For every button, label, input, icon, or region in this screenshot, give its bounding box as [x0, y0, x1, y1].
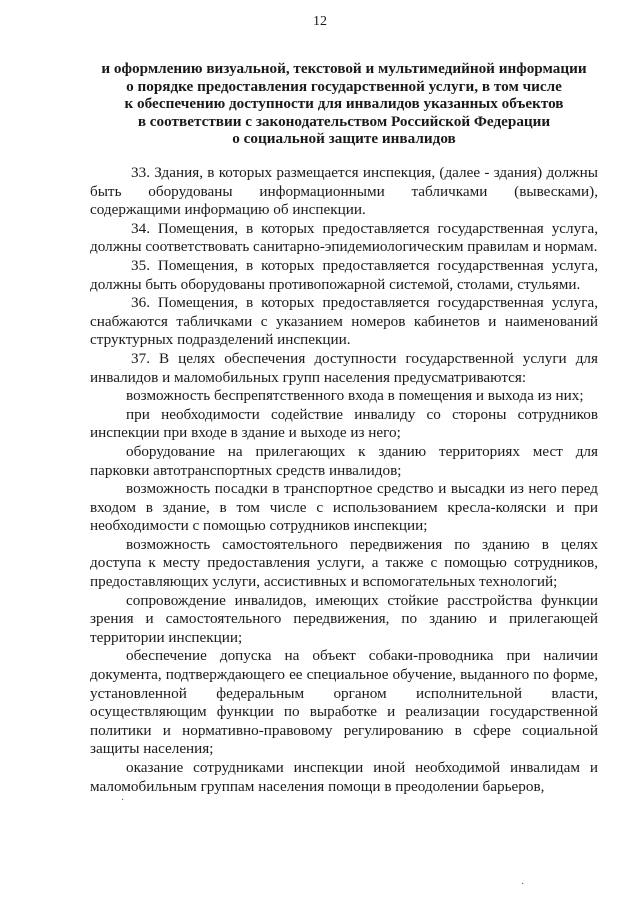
list-item: обеспечение допуска на объект собаки-проводника при наличии документа, подтверждающего ее специальное обучение, выданного по форме, установленной федеральным органом исполнительной власти, осуществляющим функции по выработке и реализации государственной политики и нормативно-правовому регулированию в сфере социальной защиты населения; — [90, 647, 598, 758]
paragraph-36: 36. Помещения, в которых предоставляется государственная услуга, снабжаются табличками с указанием номеров кабинетов и наименований структурных подразделений инспекции. — [90, 294, 598, 349]
scan-speck: · — [521, 879, 525, 890]
paragraph-37: 37. В целях обеспечения доступности государственной услуги для инвалидов и маломобильных групп населения предусматриваются: — [90, 349, 598, 386]
paragraph-35: 35. Помещения, в которых предоставляется государственная услуга, должны быть оборудованы противопожарной системой, столами, стульями. — [90, 256, 598, 293]
page-number: 12 — [313, 14, 327, 29]
heading-line: к обеспечению доступности для инвалидов указанных объектов — [124, 95, 564, 112]
scan-speck: · — [121, 795, 125, 806]
section-heading — [90, 60, 598, 148]
paragraph-34: 34. Помещения, в которых предоставляется государственная услуга, должны соответствовать санитарно-эпидемиологическим правилам и нормам. — [90, 219, 598, 256]
list-item: возможность беспрепятственного входа в помещения и выхода из них; — [126, 387, 584, 405]
paragraph-33: 33. Здания, в которых размещается инспекция, (далее - здания) должны быть оборудованы информационными табличками (вывесками), содержащими информацию об инспекции. — [90, 164, 598, 219]
heading-line: о порядке предоставления государственной услуги, в том числе — [126, 77, 562, 95]
heading-line: о социальной защите инвалидов — [232, 130, 456, 147]
list-item: возможность самостоятельного передвижения по зданию в целях доступа к месту предоставления услуги, а также с помощью сотрудников, предоставляющих услуги, ассистивных и вспомогательных технологий; — [90, 535, 598, 591]
list-item: оказание сотрудниками инспекции иной необходимой инвалидам и маломобильным группам населения помощи в преодолении барьеров, — [90, 759, 598, 795]
list-item: оборудование на прилегающих к зданию территориях мест для парковки автотранспортных средств инвалидов; — [90, 442, 598, 479]
body-text — [90, 164, 598, 796]
list-item: возможность посадки в транспортное средство и высадки из него перед входом в здание, в том числе с использованием кресла-коляски и при необходимости с помощью сотрудников инспекции; — [90, 480, 598, 535]
list-item: сопровождение инвалидов, имеющих стойкие расстройства функции зрения и самостоятельного передвижения, по зданию и прилегающей территории инспекции; — [90, 591, 598, 646]
heading-line: и оформлению визуальной, текстовой и мультимедийной информации — [101, 60, 587, 77]
heading-line: в соответствии с законодательством Российской Федерации — [137, 112, 551, 130]
list-item: при необходимости содействие инвалиду со стороны сотрудников инспекции при входе в здание и выходе из него; — [90, 405, 598, 442]
